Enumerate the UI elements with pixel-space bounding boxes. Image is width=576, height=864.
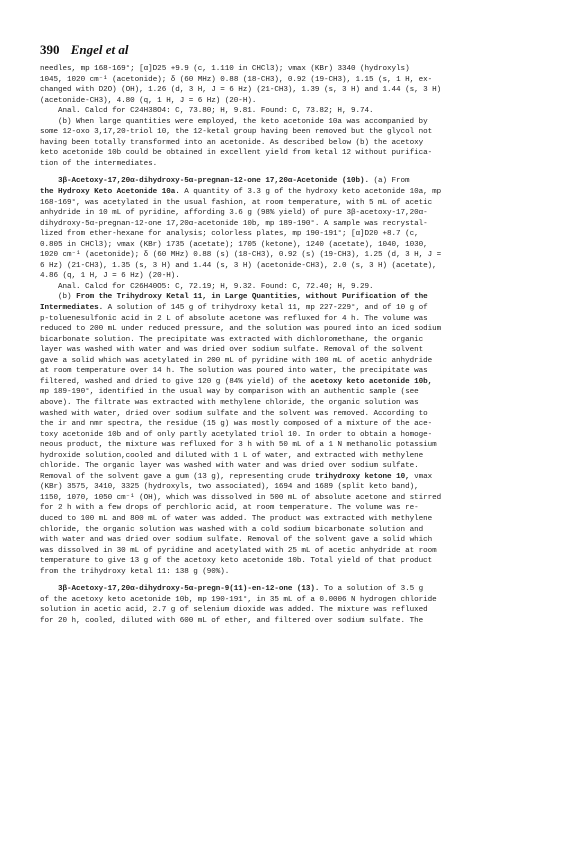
section-heading: 3β-Acetoxy-17,20α-dihydroxy-5α-pregnan-12-one 17,20α-Acetonide (10b). <box>58 177 369 186</box>
text-run: from the trihydroxy ketal 11: 138 g (90%). <box>40 567 230 576</box>
text-run: layer was washed with water and was dried over sodium sulfate. Removal of the solvent <box>40 346 424 355</box>
text-run: of the acetoxy keto acetonide 10b, mp 190-191°, in 35 mL of a 0.0006 N hydrogen chloride <box>40 595 437 604</box>
text-line <box>40 208 544 219</box>
text-run: chloride, the organic solution was washed with a cold sodium bicarbonate solution and <box>40 525 424 534</box>
text-line <box>40 616 544 627</box>
text-run: for 2 h with a few drops of perchloric acid, at room temperature. The volume was re- <box>40 504 419 513</box>
text-line <box>40 419 544 430</box>
text-run: bicarbonate solution. The precipitate was extracted with dichloromethane, the organic <box>40 335 424 344</box>
text-run: gave a solid which was acetylated in 200 mL of pyridine with 100 mL of acetic anhydride <box>40 356 433 365</box>
text-line <box>40 409 544 420</box>
text-line <box>40 335 544 346</box>
paragraph <box>40 584 544 626</box>
text-line <box>40 250 544 261</box>
text-run: for 20 h, cooled, diluted with 600 mL of ether, and filtered over sodium sulfate. The <box>40 616 424 625</box>
text-run: chloride. The organic layer was washed with water and was dried over sodium sulfate. <box>40 462 419 471</box>
text-line <box>40 324 544 335</box>
text-run: νmax <box>409 472 433 481</box>
text-line <box>40 482 544 493</box>
text-run: 6 Hz) (21-CH3), 1.35 (s, 3 H) and 1.44 (s, 3 H) (acetonide-CH3), 2.0 (s, 3 H) (acetate), <box>40 261 437 270</box>
text-line <box>40 219 544 230</box>
text-run: A solution of 145 g of trihydroxy ketal 11, mp 227-229°, and of 10 g of <box>103 304 428 313</box>
text-line <box>40 85 544 96</box>
text-run: 4.86 (q, 1 H, J = 6 Hz) (20-H). <box>40 272 180 281</box>
text-line <box>40 584 544 595</box>
running-title: Engel et al <box>70 42 129 57</box>
text-line <box>40 493 544 504</box>
text-line <box>40 472 544 483</box>
text-line <box>40 240 544 251</box>
text-run: p-toluenesulfonic acid in 2 L of absolute acetone was refluxed for 4 h. The volume was <box>40 314 428 323</box>
text-line <box>40 303 544 314</box>
text-line <box>40 605 544 616</box>
text-run: keto acetonide 10b could be obtained in excellent yield from ketal 12 without purifica- <box>40 149 433 158</box>
text-line <box>40 430 544 441</box>
text-run: washed with water, dried over sodium sulfate and the solvent was removed. According to <box>40 409 428 418</box>
text-line <box>40 106 544 117</box>
paragraph <box>40 106 544 117</box>
text-line <box>40 64 544 75</box>
text-run: 168-169°, was acetylated in the usual fashion, at room temperature, with 5 mL of acetic <box>40 198 433 207</box>
text-run: mp 189-190°, identified in the usual way by comparison with an authentic sample (see <box>40 388 419 397</box>
text-line <box>40 377 544 388</box>
text-line <box>40 261 544 272</box>
text-line <box>40 514 544 525</box>
text-line <box>40 176 544 187</box>
bold-text: From the Trihydroxy Ketal 11, in Large Quantities, without Purification of the <box>76 293 428 302</box>
text-run: (b) When large quantities were employed, the keto acetonide 10a was accompanied by <box>58 117 428 126</box>
text-line <box>40 461 544 472</box>
text-run: hydroxide solution,cooled and diluted with 1 L of water, and extracted with methylene <box>40 451 424 460</box>
text-run: 1020 cm⁻¹ (acetonide); δ (60 MHz) 0.88 (s) (18-CH3), 0.92 (s) (19-CH3), 1.25 (d, 3 H, J = <box>40 251 442 260</box>
text-run: 1150, 1070, 1050 cm⁻¹ (OH), which was dissolved in 500 mL of absolute acetone and stirred <box>40 493 442 502</box>
paragraph-gap <box>40 577 544 584</box>
text-run: 1045, 1020 cm⁻¹ (acetonide); δ (60 MHz) 0.88 (18-CH3), 0.92 (19-CH3), 1.15 (s, 1 H, ex- <box>40 75 433 84</box>
text-run: toxy acetonide 10b and of only partly acetylated triol 10. In order to obtain a homoge- <box>40 430 433 439</box>
text-run: changed with D2O) (OH), 1.26 (d, 3 H, J = 6 Hz) (21-CH3), 1.39 (s, 3 H) and 1.44 (s, 3 H) <box>40 86 442 95</box>
text-run: lized from ether-hexane for analysis; colorless plates, mp 190-191°; [α]D20 +8.7 (c, <box>40 230 419 239</box>
text-run: having been totally transformed into an acetonide. As described below (b) the acetoxy <box>40 138 424 147</box>
paragraph <box>40 187 544 282</box>
text-line <box>40 387 544 398</box>
text-line <box>40 503 544 514</box>
text-line <box>40 525 544 536</box>
text-line <box>40 282 544 293</box>
text-run: dihydroxy-5α-pregnan-12-one 17,20α-acetonide 10b, mp 189-190°. A sample was recrystal- <box>40 219 428 228</box>
text-run: above). The filtrate was extracted with methylene chloride, the organic solution was <box>40 398 419 407</box>
text-line <box>40 451 544 462</box>
text-line <box>40 96 544 107</box>
text-line <box>40 356 544 367</box>
text-run: with water and was dried over sodium sulfate. Removal of the solvent gave a solid which <box>40 536 433 545</box>
paragraph <box>40 127 544 169</box>
bold-text: the Hydroxy Keto Acetonide 10a. <box>40 188 180 197</box>
text-run: Removal of the solvent gave a gum (13 g), representing crude <box>40 472 315 481</box>
bold-text: trihydroxy ketone 10, <box>314 472 410 481</box>
paragraph-gap <box>40 169 544 176</box>
paragraph <box>40 292 544 577</box>
document-body <box>40 64 544 626</box>
text-line <box>40 366 544 377</box>
text-line <box>40 75 544 86</box>
text-line <box>40 117 544 128</box>
text-run: (KBr) 3575, 3410, 3325 (hydroxyls, two associated), 1694 and 1689 (split keto band), <box>40 483 419 492</box>
text-run: temperature to give 13 g of the acetoxy keto acetonide 10b. Total yield of that product <box>40 557 433 566</box>
text-run: at room temperature over 14 h. The solution was poured into water, the precipitate was <box>40 367 428 376</box>
text-run: (acetonide-CH3), 4.80 (q, 1 H, J = 6 Hz) (20-H). <box>40 96 257 105</box>
paragraph <box>40 64 544 106</box>
page-header <box>40 42 129 58</box>
text-line <box>40 148 544 159</box>
text-run: solution in acetic acid, 2.7 g of selenium dioxide was added. The mixture was refluxed <box>40 606 428 615</box>
bold-text: acetoxy keto acetonide 10b, <box>310 377 433 386</box>
text-run: was dissolved in 30 mL of pyridine and acetylated with 25 mL of acetic anhydride at room <box>40 546 437 555</box>
text-line <box>40 546 544 557</box>
text-run: tion of the intermediates. <box>40 159 158 168</box>
page-number: 390 <box>40 42 60 57</box>
bold-text: 3β-Acetoxy-17,20α-dihydroxy-5α-pregn-9(11)-en-12-one (13). <box>58 585 320 594</box>
text-line <box>40 198 544 209</box>
text-line <box>40 229 544 240</box>
text-line <box>40 595 544 606</box>
text-run: Anal. Calcd for C26H40O5: C, 72.19; H, 9.32. Found: C, 72.40; H, 9.29. <box>58 282 374 291</box>
text-line <box>40 187 544 198</box>
text-line <box>40 292 544 303</box>
text-line <box>40 556 544 567</box>
text-line <box>40 271 544 282</box>
text-line <box>40 440 544 451</box>
text-run: duced to 100 mL and 800 mL of water was added. The product was extracted with methylene <box>40 514 433 523</box>
text-run: (a) From <box>368 177 410 186</box>
text-line <box>40 567 544 578</box>
text-run: filtered, washed and dried to give 120 g (84% yield) of the <box>40 377 311 386</box>
text-run: To a solution of 3.5 g <box>319 585 424 594</box>
bold-text: Intermediates. <box>40 304 104 313</box>
paragraph <box>40 176 544 187</box>
text-run: neous product, the mixture was refluxed for 3 h with 50 mL of a 1 N methanolic potassium <box>40 441 437 450</box>
text-run: A quantity of 3.3 g of the hydroxy keto acetonide 10a, mp <box>179 188 442 197</box>
paragraph <box>40 282 544 293</box>
text-line <box>40 345 544 356</box>
text-line <box>40 127 544 138</box>
text-run: 0.805 in CHCl3); νmax (KBr) 1735 (acetate); 1705 (ketone), 1240 (acetate), 1040, 1030, <box>40 240 428 249</box>
text-line <box>40 159 544 170</box>
text-run: Anal. Calcd for C24H38O4: C, 73.80; H, 9.81. Found: C, 73.82; H, 9.74. <box>58 107 374 116</box>
text-run: anhydride in 10 mL of pyridine, affording 3.6 g (98% yield) of pure 3β-acetoxy-17,20α- <box>40 209 428 218</box>
text-run: (b) <box>40 293 77 302</box>
text-line <box>40 138 544 149</box>
text-run: reduced to 200 mL under reduced pressure, and the solution was poured into an iced sodium <box>40 325 442 334</box>
text-run: some 12-oxo 3,17,20-triol 10, the 12-ketal group having been removed but the glycol not <box>40 128 433 137</box>
text-run: the ir and nmr spectra, the residue (15 g) was mostly composed of a mixture of the ace- <box>40 420 433 429</box>
text-run <box>40 585 58 593</box>
paragraph <box>40 117 544 128</box>
text-line <box>40 535 544 546</box>
text-line <box>40 398 544 409</box>
text-run: needles, mp 168-169°; [α]D25 +9.9 (c, 1.110 in CHCl3); νmax (KBr) 3340 (hydroxyls) <box>40 65 410 73</box>
text-line <box>40 314 544 325</box>
